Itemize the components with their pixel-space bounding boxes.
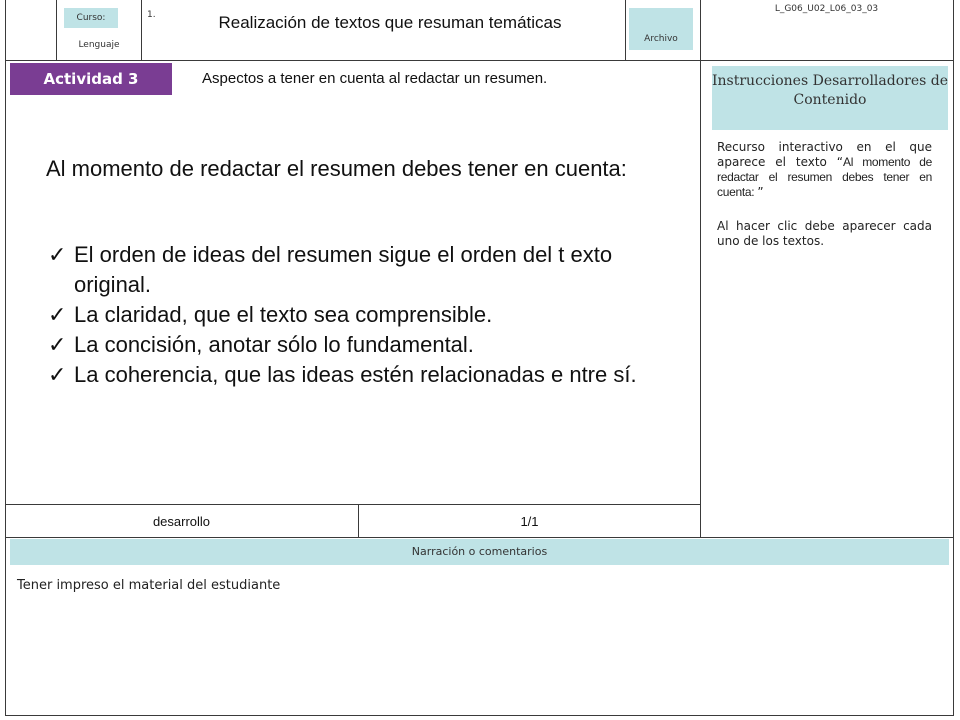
- course-value: Lenguaje: [78, 40, 120, 50]
- header-divider-3: [625, 0, 626, 60]
- checklist-item: ✓ El orden de ideas del resumen sigue el orden del t exto original.: [48, 242, 613, 297]
- instructions-paragraph-2: Al hacer clic debe aparecer cada uno de los textos.: [717, 219, 932, 248]
- section-label: desarrollo: [152, 514, 211, 529]
- checklist-item: ✓ La concisión, anotar sólo lo fundamental.: [48, 330, 678, 360]
- activity-subtitle: Aspectos a tener en cuenta al redactar un resumen.: [202, 70, 548, 87]
- header-divider-2: [141, 0, 142, 60]
- page-title: Realización de textos que resuman temáticas: [218, 13, 562, 32]
- narration-text: Tener impreso el material del estudiante: [17, 578, 281, 593]
- file-button[interactable]: Archivo: [629, 8, 693, 50]
- narration-label: Narración o comentarios: [10, 539, 949, 565]
- instructions-title: Instrucciones Desarrolladores de Contenido: [712, 66, 948, 130]
- resource-code: L_G06_U02_L06_03_03: [774, 4, 879, 14]
- check-icon: ✓: [48, 362, 67, 387]
- checklist-item: ✓ La coherencia, que las ideas estén relacionadas e ntre sí.: [48, 360, 678, 390]
- instructions-paragraph-1: Recurso interactivo en el que aparece el texto “Al momento de redactar el resumen debes tener en cuenta: ”: [717, 140, 932, 199]
- outer-left-border: [5, 0, 6, 716]
- narration-top-border: [5, 537, 954, 538]
- content-heading: Al momento de redactar el resumen debes tener en cuenta:: [46, 156, 627, 181]
- checklist: [48, 240, 678, 390]
- header-bottom-border: [5, 60, 954, 61]
- check-icon: ✓: [48, 302, 67, 327]
- activity-badge: Actividad 3: [10, 63, 172, 95]
- check-icon: ✓: [48, 242, 67, 267]
- page-indicator: 1/1: [520, 514, 539, 529]
- main-vertical-divider: [700, 0, 701, 537]
- check-icon: ✓: [48, 332, 67, 357]
- course-label: Curso:: [64, 8, 118, 28]
- lesson-number: 1.: [147, 10, 156, 20]
- checklist-item: ✓ La claridad, que el texto sea comprensible.: [48, 300, 678, 330]
- outer-bottom-border: [5, 715, 954, 716]
- header-divider-1: [56, 0, 57, 60]
- outer-right-border: [953, 0, 954, 716]
